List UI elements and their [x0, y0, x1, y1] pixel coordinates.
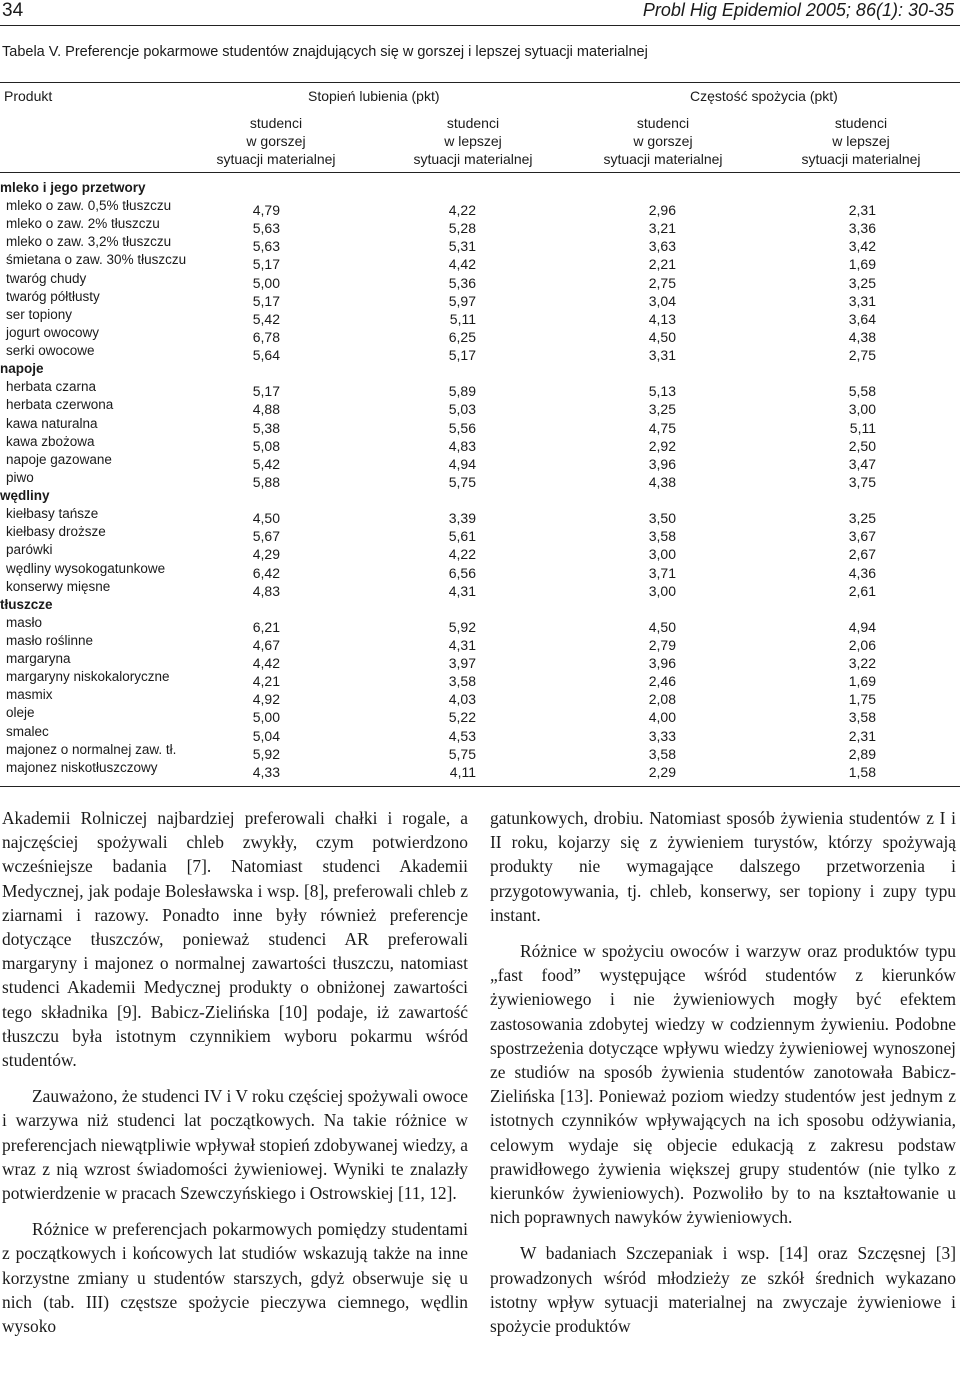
body-column-right: [490, 806, 956, 1338]
category-label: wędliny: [0, 488, 50, 504]
table-category-row: [0, 180, 960, 198]
table-cell: 3,42: [848, 238, 876, 255]
table-cell: 4,13: [648, 310, 676, 327]
product-name: konserwy mięsne: [6, 578, 111, 594]
table-cell: 5,28: [448, 220, 476, 237]
table-cell: 5,67: [252, 528, 280, 545]
body-paragraph: Zauważono, że studenci IV i V roku częściej spożywali owoce i warzywa niż studenci lat początkowych. Na takie różnice w preferencjach niewątpliwie wpływał stopień zdobywanej wiedzy, a wraz z nią wzrost świadomości żywieniowej. Wyniki te znalazły potwierdzenie w pracach Szewczyńskiego i Ostrowskiej [11, 12].: [2, 1086, 468, 1204]
product-name: mleko o zaw. 2% tłuszczu: [6, 216, 160, 232]
product-name: śmietana o zaw. 30% tłuszczu: [6, 252, 187, 268]
table-cell: 5,17: [252, 256, 280, 273]
table-cell: 5,36: [448, 274, 476, 291]
table-cell: 5,17: [252, 292, 280, 309]
table-cell: 3,58: [648, 745, 676, 762]
table-row: [0, 524, 960, 545]
product-name: herbata czarna: [6, 379, 97, 395]
table-row: [0, 198, 960, 219]
table-cell: 4,00: [648, 709, 676, 726]
table-row: [0, 216, 960, 237]
product-name: oleje: [6, 705, 35, 721]
table-row: [0, 234, 960, 255]
table-cell: 5,11: [449, 310, 476, 327]
table-cell: 4,67: [252, 637, 280, 653]
product-name: majonez niskotłuszczowy: [6, 759, 158, 775]
running-header: [0, 0, 960, 24]
group-header-frequency: Częstość spożycia (pkt): [690, 88, 838, 104]
product-name: jogurt owocowy: [6, 324, 100, 340]
table-cell: 3,50: [648, 510, 676, 527]
table-cell: 5,11: [849, 419, 876, 436]
table-cell: 3,71: [648, 564, 676, 581]
table-cell: 5,63: [252, 238, 280, 255]
table-cell: 4,21: [252, 673, 280, 690]
table-cell: 4,42: [448, 256, 476, 273]
category-label: tłuszcze: [0, 596, 53, 612]
table-row: [0, 289, 960, 307]
table-cell: 3,22: [848, 655, 876, 672]
table-cell: 2,67: [848, 546, 876, 563]
category-label: napoje: [0, 361, 44, 377]
table-cell: 2,31: [848, 727, 876, 744]
table-cell: 3,58: [848, 709, 876, 726]
table-cell: 4,94: [848, 618, 876, 635]
table-cell: 5,92: [448, 618, 476, 635]
table-cell: 4,83: [252, 582, 280, 599]
table-row: [0, 651, 960, 672]
table-cell: 2,46: [648, 673, 676, 690]
table-row: [0, 542, 960, 563]
table-row: [0, 252, 960, 273]
table-row: [0, 724, 960, 742]
body-paragraph: W badaniach Szczepaniak i wsp. [14] oraz Szczęsnej [3] prowadzonych wśród młodzieży ze szkół średnich wykazano istotny wpływ sytuacji materialnej na zwyczaje żywieniowe i spożycie produktów: [490, 1243, 956, 1337]
product-name: masło roślinne: [6, 633, 94, 648]
body-paragraph: gatunkowych, drobiu. Natomiast sposób żywienia studentów z I i II roku, kojarzy się z żywieniem turystów, którzy spożywają produkty nie wymagające dalszego przetworzenia i przygotowywania, tj. chleb, konserwy, ser topiony i zupy typu instant.: [490, 808, 956, 925]
table-cell: 1,75: [848, 691, 876, 708]
product-name: napoje gazowane: [6, 451, 112, 467]
table-cell: 5,56: [448, 419, 476, 436]
table-cell: 3,96: [648, 455, 676, 472]
table-row: [0, 579, 960, 597]
table-cell: 3,00: [648, 582, 676, 599]
table-cell: 4,38: [848, 328, 876, 345]
table-cell: 3,36: [848, 220, 876, 237]
table-row: [0, 397, 960, 418]
journal-reference: Probl Hig Epidemiol 2005; 86(1): 30-35: [642, 0, 954, 20]
product-name: mleko o zaw. 0,5% tłuszczu: [6, 198, 172, 214]
table-cell: 4,11: [449, 763, 476, 780]
table-cell: 5,92: [252, 745, 280, 762]
table-cell: 5,00: [252, 709, 280, 726]
product-name: twaróg półtłusty: [6, 288, 100, 304]
table-cell: 5,04: [252, 727, 280, 744]
table-row: [0, 506, 960, 527]
table-cell: 2,96: [648, 202, 676, 219]
table-cell: 4,79: [252, 202, 280, 219]
group-header-liking: Stopień lubienia (pkt): [308, 88, 440, 104]
page-number: 34: [2, 0, 24, 21]
table-cell: 3,64: [848, 310, 876, 327]
product-name: piwo: [6, 469, 34, 485]
subheader-frequency-better: studenci w lepszej sytuacji materialnej: [801, 115, 921, 167]
product-name: mleko o zaw. 3,2% tłuszczu: [6, 234, 172, 250]
table-row: [0, 452, 960, 470]
table-row: [0, 271, 960, 289]
table-cell: 3,25: [848, 510, 876, 527]
table-cell: 3,47: [848, 455, 876, 472]
table-cell: 5,17: [252, 383, 280, 400]
table-row: [0, 343, 960, 364]
table-cell: 4,22: [448, 546, 476, 563]
table-cell: 4,50: [252, 510, 280, 527]
table-bottom-rule: [0, 786, 960, 787]
table-cell: 2,92: [648, 437, 676, 454]
table-top-rule: [0, 82, 960, 83]
table-cell: 4,36: [848, 564, 876, 581]
table-row: [0, 615, 960, 633]
table-cell: 6,56: [448, 564, 476, 581]
table-cell: 4,03: [448, 691, 476, 708]
table-cell: 4,31: [448, 637, 476, 653]
table-cell: 5,42: [252, 455, 280, 472]
table-cell: 2,61: [848, 582, 876, 599]
product-name: serki owocowe: [6, 343, 95, 359]
table-cell: 4,92: [252, 691, 280, 708]
table-row: [0, 760, 960, 778]
table-cell: 4,29: [252, 546, 280, 563]
body-paragraph: Różnice w preferencjach pokarmowych pomiędzy studentami z początkowych i końcowych lat studiów wskazują także na inne korzystne zmiany u studentów starszych, gdyż obserwuje się u nich (tab. III) częstsze spożycie pieczywa ciemnego, wędlin wysoko: [2, 1219, 468, 1337]
table-cell: 2,29: [648, 763, 676, 780]
column-header-product: Produkt: [4, 88, 53, 104]
table-row: [0, 470, 960, 488]
table-cell: 2,31: [848, 202, 876, 219]
header-rule: [0, 25, 960, 26]
table-cell: 5,58: [848, 383, 876, 400]
subheader-frequency-worse: studenci w gorszej sytuacji materialnej: [603, 115, 723, 167]
table-cell: 3,31: [848, 292, 876, 309]
table-cell: 2,89: [848, 745, 876, 762]
table-cell: 6,25: [448, 328, 476, 345]
product-name: kawa zbożowa: [6, 433, 95, 449]
table-cell: 4,94: [448, 455, 476, 472]
table-cell: 2,50: [848, 437, 876, 454]
subheader-liking-worse: studenci w gorszej sytuacji materialnej: [216, 115, 336, 167]
table-cell: 3,96: [648, 655, 676, 672]
table-cell: 2,08: [648, 691, 676, 708]
table-category-row: [0, 597, 960, 615]
table-row: [0, 742, 960, 760]
product-name: twaróg chudy: [6, 270, 87, 286]
table-cell: 5,64: [252, 347, 280, 364]
table-cell: 3,58: [448, 673, 476, 690]
table-cell: 5,38: [252, 419, 280, 436]
body-paragraph: Akademii Rolniczej najbardziej preferowali chałki i rogale, a najczęściej spożywali chleb zwykły, czym potwierdzono wcześniejsze badania [7]. Natomiast studenci Akademii Medycznej, jak podaje Bolesławska i wsp. [8], preferowali chleb z ziarnami i razowy. Ponadto inne były również preferencje dotyczące tłuszczów, ponieważ studenci AR preferowali margaryny i majonez o normalnej zawartości tłuszczu, natomiast studenci Akademii Medycznej produkty o obniżonej zawartości tego składnika [9]. Babicz-Zielińska [10] podaje, iż zawartość tłuszczu była istotnym czynnikiem wyboru pokarmu wśród studentów.: [2, 808, 468, 1071]
body-paragraph: Różnice w spożyciu owoców i warzyw oraz produktów typu „fast food” występujące wśród studentów z kierunków żywieniowego i nie żywieniowych mogły być efektem zastosowania zdobytej wiedzy w codziennym żywieniu. Podobne spostrzeżenia dotyczące wpływu wiedzy żywieniowej wynoszonej ze studiów na sposób żywienia studentów zanotowała Babicz-Zielińska [13]. Ponieważ poziom wiedzy studentów jest jednym z istotnych czynników wpływających na ich sposobu odżywiania, celowym wydaje się objecie edukacją z zakresu podstaw prawidłowego żywienia większej grupy studentów (nie tylko z kierunków żywieniowych). Pozwoliło by to na kształtowanie u nich poprawnych nawyków żywieniowych.: [490, 941, 956, 1228]
table-cell: 3,25: [648, 401, 676, 418]
table-cell: 6,78: [252, 328, 280, 345]
product-name: wędliny wysokogatunkowe: [6, 560, 166, 576]
table-cell: 5,75: [448, 473, 476, 490]
table-cell: 2,79: [648, 637, 676, 653]
table-cell: 4,53: [448, 727, 476, 744]
table-row: [0, 633, 960, 651]
table-row: [0, 669, 960, 690]
table-cell: 3,00: [648, 546, 676, 563]
table-cell: 5,88: [252, 473, 280, 490]
table-row: [0, 561, 960, 579]
table-cell: 1,58: [848, 763, 876, 780]
table-cell: 3,67: [848, 528, 876, 545]
table-cell: 5,17: [448, 347, 476, 364]
product-name: masło: [6, 614, 43, 630]
table-cell: 2,75: [648, 274, 676, 291]
table-cell: 3,04: [648, 292, 676, 309]
table-cell: 3,63: [648, 238, 676, 255]
table-cell: 4,38: [648, 473, 676, 490]
product-name: ser topiony: [6, 306, 73, 322]
table-row: [0, 687, 960, 708]
table-cell: 2,06: [848, 637, 876, 653]
table-cell: 5,31: [448, 238, 476, 255]
table-row: [0, 325, 960, 343]
table-cell: 5,63: [252, 220, 280, 237]
table-caption: Tabela V. Preferencje pokarmowe studentów znajdujących się w gorszej i lepszej sytuacji materialnej: [2, 44, 648, 60]
table-cell: 5,00: [252, 274, 280, 291]
table-cell: 3,00: [848, 401, 876, 418]
table-row: [0, 379, 960, 400]
table-cell: 3,31: [648, 347, 676, 364]
table-cell: 5,42: [252, 310, 280, 327]
table-cell: 4,88: [252, 401, 280, 418]
body-column-left: [2, 806, 468, 1338]
table-cell: 5,89: [448, 383, 476, 400]
table-cell: 5,13: [648, 383, 676, 400]
table-cell: 3,25: [848, 274, 876, 291]
table-cell: 5,97: [448, 292, 476, 309]
table-cell: 3,21: [648, 220, 676, 237]
table-cell: 6,42: [252, 564, 280, 581]
table-cell: 4,31: [448, 582, 476, 599]
table-category-row: [0, 361, 960, 379]
table-cell: 3,33: [648, 727, 676, 744]
table-cell: 3,97: [448, 655, 476, 672]
table-cell: 5,61: [448, 528, 476, 545]
subheader-liking-better: studenci w lepszej sytuacji materialnej: [413, 115, 533, 167]
table-cell: 4,83: [448, 437, 476, 454]
table-cell: 4,50: [648, 328, 676, 345]
product-name: smalec: [6, 723, 49, 739]
table-cell: 2,75: [848, 347, 876, 364]
table-cell: 4,75: [648, 419, 676, 436]
table-cell: 4,33: [252, 763, 280, 780]
product-name: margaryna: [6, 651, 71, 667]
table-cell: 3,39: [448, 510, 476, 527]
product-name: majonez o normalnej zaw. tł.: [6, 741, 177, 757]
table-row: [0, 705, 960, 726]
product-name: kiełbasy tańsze: [6, 506, 99, 522]
product-name: masmix: [6, 687, 53, 703]
table-cell: 5,03: [448, 401, 476, 418]
table-cell: 5,08: [252, 437, 280, 454]
table-category-row: [0, 488, 960, 506]
table-row: [0, 434, 960, 452]
table-cell: 2,21: [648, 256, 676, 273]
table-cell: 3,75: [848, 473, 876, 490]
table-cell: 4,22: [448, 202, 476, 219]
product-name: kiełbasy droższe: [6, 524, 106, 540]
table-cell: 5,22: [448, 709, 476, 726]
product-name: margaryny niskokaloryczne: [6, 669, 170, 685]
table-cell: 5,75: [448, 745, 476, 762]
product-name: parówki: [6, 542, 53, 558]
table-cell: 4,42: [252, 655, 280, 672]
category-label: mleko i jego przetwory: [0, 180, 146, 195]
product-name: kawa naturalna: [6, 415, 98, 431]
table-header-rule: [0, 172, 960, 173]
table-cell: 1,69: [848, 673, 876, 690]
table-cell: 6,21: [252, 618, 280, 635]
product-name: herbata czerwona: [6, 397, 114, 413]
table-cell: 1,69: [848, 256, 876, 273]
table-cell: 3,58: [648, 528, 676, 545]
table-cell: 4,50: [648, 618, 676, 635]
table-row: [0, 416, 960, 434]
table-row: [0, 307, 960, 325]
